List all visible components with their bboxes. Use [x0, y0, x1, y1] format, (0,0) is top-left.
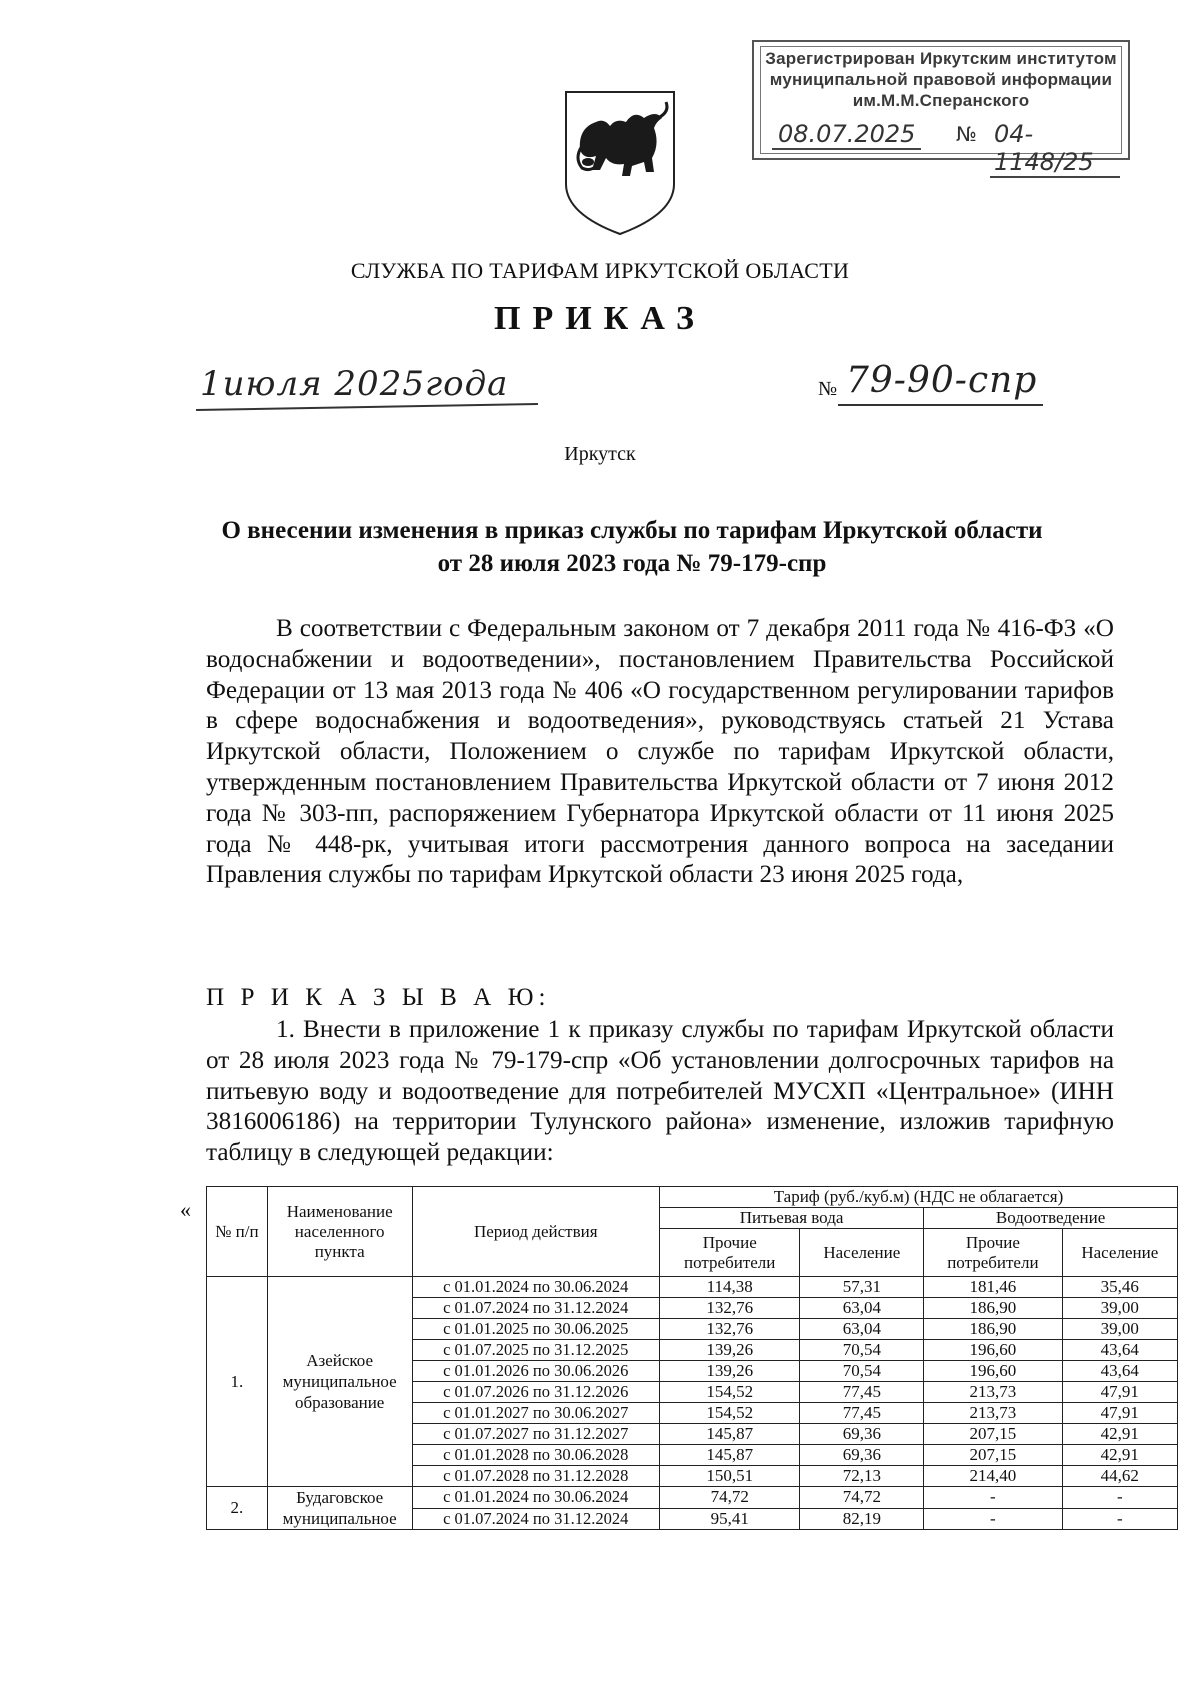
cell-period: с 01.01.2026 по 30.06.2026 [412, 1361, 659, 1382]
table-header [207, 1187, 1178, 1277]
number-underline [838, 404, 1043, 406]
cell-water-population: 77,45 [800, 1382, 924, 1403]
stamp-registration-row [762, 118, 1120, 176]
cell-water-population: 70,54 [800, 1361, 924, 1382]
stamp-no-label: № [956, 122, 977, 146]
cell-period: с 01.01.2024 по 30.06.2024 [412, 1487, 659, 1509]
handwritten-date-text: 1июля 2025года [200, 364, 509, 404]
coat-of-arms-icon [560, 88, 680, 238]
cell-water-population: 77,45 [800, 1403, 924, 1424]
cell-sewer-other: 181,46 [924, 1277, 1062, 1298]
cell-sewer-population: - [1062, 1487, 1177, 1509]
city: Иркутск [564, 443, 636, 465]
cell-settlement-name: Азейское муниципальное образование [267, 1277, 412, 1487]
cell-water-population: 74,72 [800, 1487, 924, 1509]
header-no: № п/п [207, 1187, 268, 1277]
table-row [207, 1487, 1178, 1509]
cell-sewer-other: 207,15 [924, 1424, 1062, 1445]
cell-sewer-other: 213,73 [924, 1403, 1062, 1424]
cell-period: с 01.07.2024 по 31.12.2024 [412, 1298, 659, 1319]
cell-sewer-other: 196,60 [924, 1340, 1062, 1361]
cell-water-other: 114,38 [659, 1277, 800, 1298]
cell-water-population: 70,54 [800, 1340, 924, 1361]
cell-period: с 01.01.2028 по 30.06.2028 [412, 1445, 659, 1466]
cell-water-other: 145,87 [659, 1445, 800, 1466]
header-water-population: Население [800, 1229, 924, 1277]
stamp-reg-date: 08.07.2025 [772, 120, 921, 150]
handwritten-number [846, 360, 1037, 401]
cell-water-other: 154,52 [659, 1403, 800, 1424]
cell-period: с 01.07.2026 по 31.12.2026 [412, 1382, 659, 1403]
table-body [207, 1277, 1178, 1530]
cell-sewer-population: 43,64 [1062, 1340, 1177, 1361]
open-quote: « [180, 1197, 191, 1222]
cell-sewer-population: 47,91 [1062, 1403, 1177, 1424]
registration-stamp [752, 40, 1130, 176]
cell-water-population: 63,04 [800, 1319, 924, 1340]
organization-title: СЛУЖБА ПО ТАРИФАМ ИРКУТСКОЙ ОБЛАСТИ [350, 258, 850, 283]
cell-water-other: 74,72 [659, 1487, 800, 1509]
cell-sewer-population: 39,00 [1062, 1298, 1177, 1319]
cell-sewer-other: - [924, 1487, 1062, 1509]
cell-sewer-other: 186,90 [924, 1298, 1062, 1319]
stamp-line-2: муниципальной правовой информации [769, 70, 1113, 89]
header-water: Питьевая вода [659, 1208, 923, 1229]
decree-word: П Р И К А З Ы В А Ю: [206, 984, 551, 1011]
subject-line-2: от 28 июля 2023 года № 79-179-спр [437, 550, 827, 577]
header-tariff: Тариф (руб./куб.м) (НДС не облагается) [659, 1187, 1177, 1208]
cell-sewer-population: 47,91 [1062, 1382, 1177, 1403]
cell-sewer-other: 186,90 [924, 1319, 1062, 1340]
item-1-paragraph [206, 1015, 1114, 1169]
cell-sewer-population: 35,46 [1062, 1277, 1177, 1298]
cell-sewer-population: 42,91 [1062, 1445, 1177, 1466]
cell-sewer-other: - [924, 1508, 1062, 1530]
cell-water-population: 57,31 [800, 1277, 924, 1298]
tariff-table [206, 1186, 1178, 1530]
cell-period: с 01.01.2024 по 30.06.2024 [412, 1277, 659, 1298]
cell-period: с 01.07.2027 по 31.12.2027 [412, 1424, 659, 1445]
header-sewer-population: Население [1062, 1229, 1177, 1277]
cell-no: 2. [207, 1487, 268, 1530]
number-label: № [818, 378, 838, 400]
header-period: Период действия [412, 1187, 659, 1277]
cell-period: с 01.01.2027 по 30.06.2027 [412, 1403, 659, 1424]
cell-sewer-population: 39,00 [1062, 1319, 1177, 1340]
handwritten-number-text: 79-90-спр [846, 360, 1038, 401]
cell-period: с 01.07.2028 по 31.12.2028 [412, 1466, 659, 1487]
date-underline [196, 403, 538, 411]
handwritten-date [200, 364, 508, 404]
cell-water-other: 154,52 [659, 1382, 800, 1403]
cell-sewer-other: 207,15 [924, 1445, 1062, 1466]
stamp-reg-number: 04-1148/25 [990, 120, 1120, 178]
stamp-line-1: Зарегистрирован Иркутским институтом [765, 49, 1117, 68]
cell-water-other: 95,41 [659, 1508, 800, 1530]
cell-sewer-population: 44,62 [1062, 1466, 1177, 1487]
cell-water-population: 82,19 [800, 1508, 924, 1530]
cell-water-population: 63,04 [800, 1298, 924, 1319]
header-sewer: Водоотведение [924, 1208, 1178, 1229]
header-name: Наименование населенного пункта [267, 1187, 412, 1277]
cell-sewer-other: 196,60 [924, 1361, 1062, 1382]
table-row [207, 1277, 1178, 1298]
cell-sewer-population: - [1062, 1508, 1177, 1530]
cell-water-other: 139,26 [659, 1361, 800, 1382]
preamble-paragraph [206, 614, 1114, 891]
cell-period: с 01.07.2024 по 31.12.2024 [412, 1508, 659, 1530]
cell-period: с 01.01.2025 по 30.06.2025 [412, 1319, 659, 1340]
cell-sewer-other: 213,73 [924, 1382, 1062, 1403]
cell-sewer-population: 42,91 [1062, 1424, 1177, 1445]
stamp-line-3: им.М.М.Сперанского [852, 91, 1030, 110]
item-1-text: 1. Внести в приложение 1 к приказу службы по тарифам Иркутской области от 28 июля 2023 года № 79-179-спр «Об установлении долгосрочных тарифов на питьевую воду и водоотведение для потребителей МУСХП «Центральное» (ИНН 3816006186) на территории Тулунского района» изменение, изложив тарифную таблицу в следующей редакции: [206, 1016, 1114, 1167]
subject-line-1: О внесении изменения в приказ службы по тарифам Иркутской области [221, 517, 1043, 544]
cell-water-other: 132,76 [659, 1298, 800, 1319]
preamble-text: В соответствии с Федеральным законом от 7 декабря 2011 года № 416-ФЗ «О водоснабжении и водоотведении», постановлением Правительства Российской Федерации от 13 мая 2013 года № 406 «О государственном регулировании тарифов в сфере водоснабжения и водоотведения», руководствуясь статьей 21 Устава Иркутской области, Положением о службе по тарифам Иркутской области, утвержденным постановлением Правительства Иркутской области от 7 июня 2012 года № 303-пп, распоряжением Губернатора Иркутской области от 11 июня 2025 года № 448-рк, учитывая итоги рассмотрения данного вопроса на заседании Правления службы по тарифам Иркутской области 23 июня 2025 года, [206, 615, 1114, 889]
cell-water-population: 69,36 [800, 1424, 924, 1445]
cell-water-population: 72,13 [800, 1466, 924, 1487]
header-sewer-other: Прочие потребители [924, 1229, 1062, 1277]
cell-sewer-population: 43,64 [1062, 1361, 1177, 1382]
header-water-other: Прочие потребители [659, 1229, 800, 1277]
document-type: ПРИКАЗ [494, 300, 706, 337]
cell-period: с 01.07.2025 по 31.12.2025 [412, 1340, 659, 1361]
cell-no: 1. [207, 1277, 268, 1487]
cell-water-other: 150,51 [659, 1466, 800, 1487]
order-subject [150, 514, 1114, 580]
cell-water-other: 145,87 [659, 1424, 800, 1445]
cell-water-other: 132,76 [659, 1319, 800, 1340]
cell-water-population: 69,36 [800, 1445, 924, 1466]
cell-sewer-other: 214,40 [924, 1466, 1062, 1487]
cell-settlement-name: Будаговское муниципальное [267, 1487, 412, 1530]
cell-water-other: 139,26 [659, 1340, 800, 1361]
